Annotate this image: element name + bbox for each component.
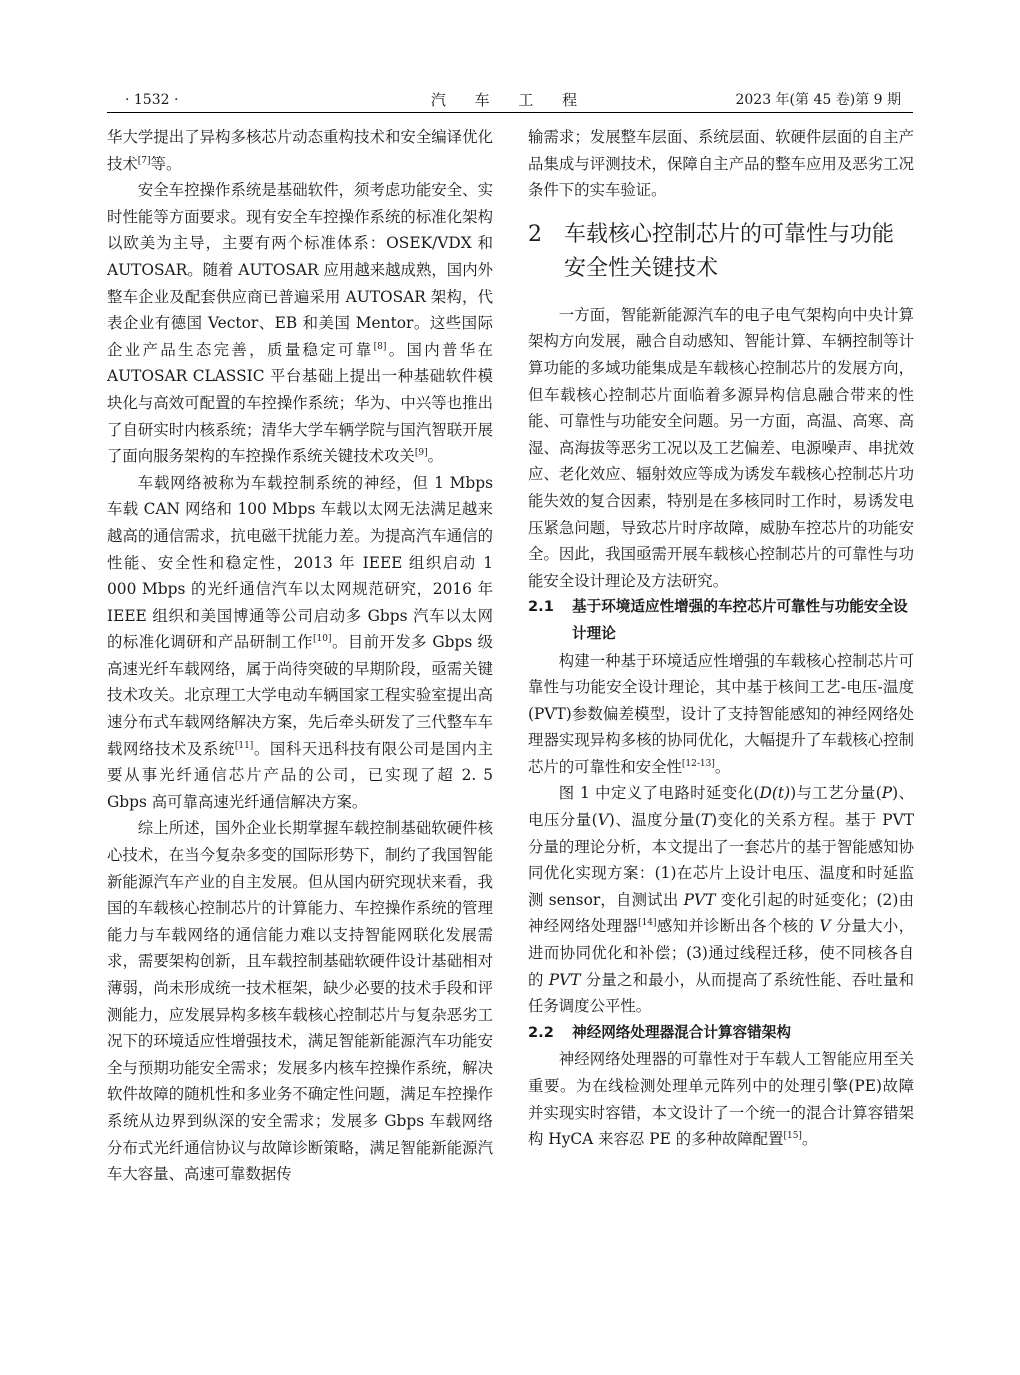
paragraph: 安全车控操作系统是基础软件，须考虑功能安全、实时性能等方面要求。现有安全车控操作系统的标准化架构以欧美为主导，主要有两个标准体系：OSEK/VDX 和 AUTOSAR。随着 AUTOSAR 应用越来越成熟，国内外整车企业及配套供应商已普遍采用 AUTOSAR 架构，代表企业有德国 Vector、EB 和美国 Mentor。这些国际企业产品生态完善，质量稳定可靠[8]。国内普华在 AUTOSAR CLASSIC 平台基础上提出一种基础软件模块化与高效可配置的车控操作系统；华为、中兴等也推出了自研实时内核系统；清华大学车辆学院与国汽智联开展了面向服务架构的车控操作系统关键技术攻关[9]。: [107, 181, 493, 466]
citation[interactable]: [10]: [313, 634, 332, 645]
paragraph: 图 1 中定义了电路时延变化(D(t))与工艺分量(P)、电压分量(V)、温度分量(T)变化的关系方程。基于 PVT 分量的理论分析，本文提出了一套芯片的基于智能感知协同优化实现方案：(1)在芯片上设计电压、温度和时延监测 sensor，自测试出 PVT 变化引起的时延变化；(2)由神经网络处理器[14]感知并诊断出各个核的 V 分量大小，进而协同优化和补偿；(3)通过线程迁移，使不同核各自的 PVT 分量之和最小，从而提高了系统性能、吞吐量和任务调度公平性。: [528, 784, 914, 1016]
running-header: [107, 88, 913, 113]
journal-name: 汽 车 工 程: [430, 91, 590, 109]
citation[interactable]: [12-13]: [681, 758, 715, 769]
section-number: 2: [528, 221, 542, 247]
paragraph: 构建一种基于环境适应性增强的车载核心控制芯片可靠性与功能安全设计理论，其中基于核间工艺-电压-温度(PVT)参数偏差模型，设计了支持智能感知的神经网络处理器实现异构多核的协同优化，大幅提升了车载核心控制芯片的可靠性和安全性[12-13]。: [528, 651, 914, 776]
left-column: [107, 124, 493, 1188]
right-column: [528, 124, 914, 1153]
subsection-number: 2.2: [528, 1023, 554, 1041]
subsection-heading: [528, 1020, 914, 1047]
subsection-heading: [528, 594, 914, 647]
paragraph: 综上所述，国外企业长期掌握车载控制基础软硬件核心技术，在当今复杂多变的国际形势下，制约了我国智能新能源汽车产业的自主发展。但从国内研究现状来看，我国的车载核心控制芯片的计算能力、车控操作系统的管理能力与车载网络的通信能力难以支持智能网联化发展需求，需要架构创新，且车载控制基础软硬件设计基础相对薄弱，尚未形成统一技术框架，缺少必要的技术手段和评测能力，应发展异构多核车载核心控制芯片与复杂恶劣工况下的环境适应性增强技术，满足智能新能源汽车功能安全与预期功能安全需求；发展多内核车控操作系统，解决软件故障的随机性和多业务不确定性问题，满足车控操作系统从边界到纵深的安全需求；发展多 Gbps 车载网络分布式光纤通信协议与故障诊断策略，满足智能新能源汽车大容量、高速可靠数据传: [107, 819, 493, 1184]
paragraph: 华大学提出了异构多核芯片动态重构技术和安全编译优化技术[7]等。: [107, 128, 493, 173]
citation[interactable]: [11]: [234, 740, 254, 751]
section-heading: [528, 218, 914, 286]
paragraph: 输需求；发展整车层面、系统层面、软硬件层面的自主产品集成与评测技术，保障自主产品的整车应用及恶劣工况条件下的实车验证。: [528, 128, 914, 200]
citation[interactable]: [7]: [137, 155, 151, 166]
citation[interactable]: [15]: [783, 1131, 802, 1142]
citation[interactable]: [14]: [638, 918, 657, 929]
paragraph: 神经网络处理器的可靠性对于车载人工智能应用至关重要。为在线检测处理单元阵列中的处理引擎(PE)故障并实现实时容错，本文设计了一个统一的混合计算容错架构 HyCA 来容忍 PE 的多种故障配置[15]。: [528, 1050, 914, 1149]
paragraph: 一方面，智能新能源汽车的电子电气架构向中央计算架构方向发展，融合自动感知、智能计算、车辆控制等计算功能的多域功能集成是车载核心控制芯片的发展方向，但车载核心控制芯片面临着多源异构信息融合带来的性能、可靠性与功能安全问题。另一方面，高温、高寒、高湿、高海拔等恶劣工况以及工艺偏差、电源噪声、串扰效应、老化效应、辐射效应等成为诱发车载核心控制芯片功能失效的复合因素，特别是在多核同时工作时，易诱发电压紧急问题，导致芯片时序故障，威胁车控芯片的功能安全。因此，我国亟需开展车载核心控制芯片的可靠性与功能安全设计理论及方法研究。: [528, 305, 914, 590]
section-title: 车载核心控制芯片的可靠性与功能安全性关键技术: [564, 221, 895, 281]
issue-info: 2023 年(第 45 卷)第 9 期: [735, 92, 901, 108]
page-number: · 1532 ·: [125, 92, 179, 108]
paragraph: 车载网络被称为车载控制系统的神经，但 1 Mbps 车载 CAN 网络和 100 Mbps 车载以太网无法满足越来越高的通信需求，抗电磁干扰能力差。为提高汽车通信的性能、安全性和稳定性，2013 年 IEEE 组织启动 1 000 Mbps 的光纤通信汽车以太网规范研究，2016 年 IEEE 组织和美国博通等公司启动多 Gbps 汽车以太网的标准化调研和产品研制工作[10]。目前开发多 Gbps 级高速光纤车载网络，属于尚待突破的早期阶段，亟需关键技术攻关。北京理工大学电动车辆国家工程实验室提出高速分布式车载网络解决方案，先后牵头研发了三代整车车载网络技术及系统[11]。国科天迅科技有限公司是国内主要从事光纤通信芯片产品的公司，已实现了超 2. 5 Gbps 高可靠高速光纤通信解决方案。: [107, 473, 493, 811]
subsection-number: 2.1: [528, 598, 554, 616]
citation[interactable]: [8]: [373, 341, 387, 352]
citation[interactable]: [9]: [414, 448, 428, 459]
subsection-title: 基于环境适应性增强的车控芯片可靠性与功能安全设计理论: [572, 598, 908, 642]
subsection-title: 神经网络处理器混合计算容错架构: [572, 1023, 791, 1041]
